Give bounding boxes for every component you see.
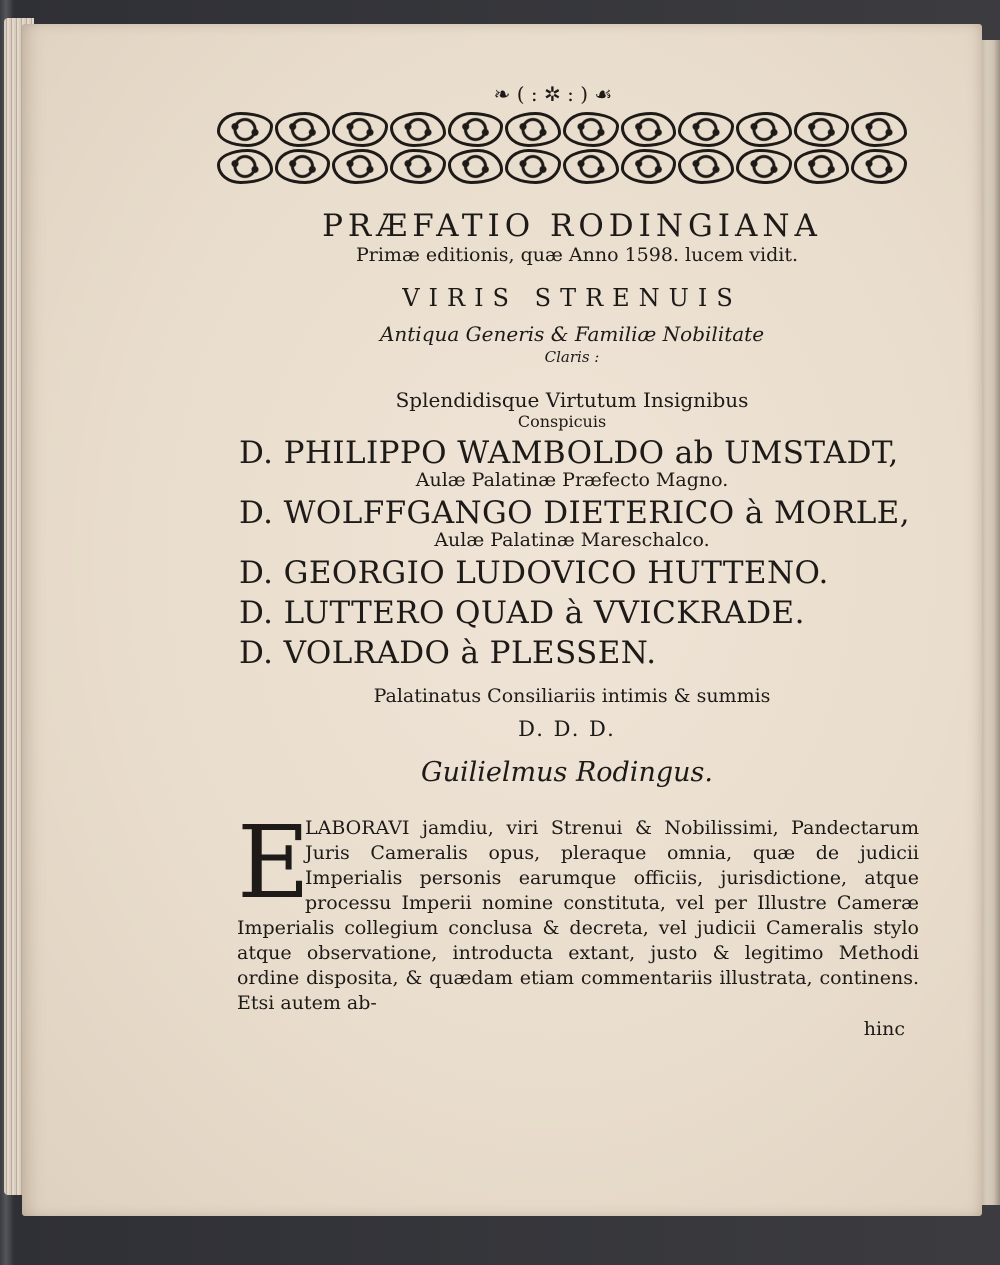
ornament-piece xyxy=(217,112,273,147)
preface-body xyxy=(237,804,919,1016)
dedicatee-name: D. WOLFFGANGO DIETERICO à MORLE, xyxy=(239,495,910,531)
consiliariis-line: Palatinatus Consiliariis intimis & summis xyxy=(373,685,771,707)
ornament-piece xyxy=(505,112,561,147)
dedication-splendidis: Splendidisque Virtutum Insignibus xyxy=(395,388,749,412)
signature: Guilielmus Rodingus. xyxy=(421,757,713,788)
ornament-piece xyxy=(390,149,446,184)
ddd-line: D. D. D. xyxy=(518,717,616,741)
ornament-piece xyxy=(275,112,331,147)
ornament-piece xyxy=(390,112,446,147)
ornament-piece xyxy=(332,112,388,147)
dedicatee-office: Aulæ Palatinæ Præfecto Magno. xyxy=(415,469,729,491)
ornament-band xyxy=(217,112,907,184)
ornament-piece xyxy=(736,149,792,184)
page-content xyxy=(207,82,919,1040)
dedicatee-office: Aulæ Palatinæ Mareschalco. xyxy=(434,529,710,551)
ornament-piece xyxy=(332,149,388,184)
page-title: PRÆFATIO RODINGIANA xyxy=(322,208,822,244)
dedication-conspicuis: Conspicuis xyxy=(517,412,607,431)
page-subtitle: Primæ editionis, quæ Anno 1598. lucem vidit. xyxy=(355,244,799,266)
ornament-piece xyxy=(621,149,677,184)
ornament-piece xyxy=(217,149,273,184)
ornament-piece xyxy=(736,112,792,147)
ornament-piece xyxy=(275,149,331,184)
book-page xyxy=(22,24,982,1216)
ornament-piece xyxy=(678,112,734,147)
preface-text: LABORAVI jamdiu, viri Strenui & Nobilissimi, Pandectarum Juris Cameralis opus, pleraque omnia, quæ de judicii Imperialis personis earumque officiis, jurisdictione, atque processu Imperii nomine constituta, vel per Illustre Cameræ Imperialis collegium conclusa & decreta, vel judicii Cameralis stylo atque observatione, introducta extant, justo & legitimo Methodi ordine disposita, & quædam etiam commentariis illustrata, continens. Etsi autem ab- xyxy=(237,817,919,1014)
ornament-piece xyxy=(851,149,907,184)
ornament-piece xyxy=(563,149,619,184)
ornament-piece xyxy=(794,149,850,184)
page-mark: ❧ ( : ✲ : ) ☙ xyxy=(493,82,613,106)
dedication-antiqua: Antiqua Generis & Familiæ Nobilitate xyxy=(379,322,765,346)
ornament-piece xyxy=(794,112,850,147)
dedication-claris: Claris : xyxy=(544,348,600,366)
catchword: hinc xyxy=(863,1018,905,1040)
drop-cap: E xyxy=(237,804,310,921)
ornament-piece xyxy=(563,112,619,147)
dedicatee-name: D. VOLRADO à PLESSEN. xyxy=(239,635,657,671)
dedication-heading: VIRIS STRENUIS xyxy=(402,284,742,312)
ornament-piece xyxy=(678,149,734,184)
ornament-piece xyxy=(448,149,504,184)
ornament-piece xyxy=(448,112,504,147)
ornament-piece xyxy=(621,112,677,147)
ornament-piece xyxy=(851,112,907,147)
ornament-piece xyxy=(505,149,561,184)
dedicatee-name: D. GEORGIO LUDOVICO HUTTENO. xyxy=(239,555,829,591)
dedicatee-name: D. PHILIPPO WAMBOLDO ab UMSTADT, xyxy=(239,435,899,471)
dedicatee-name: D. LUTTERO QUAD à VVICKRADE. xyxy=(239,595,805,631)
